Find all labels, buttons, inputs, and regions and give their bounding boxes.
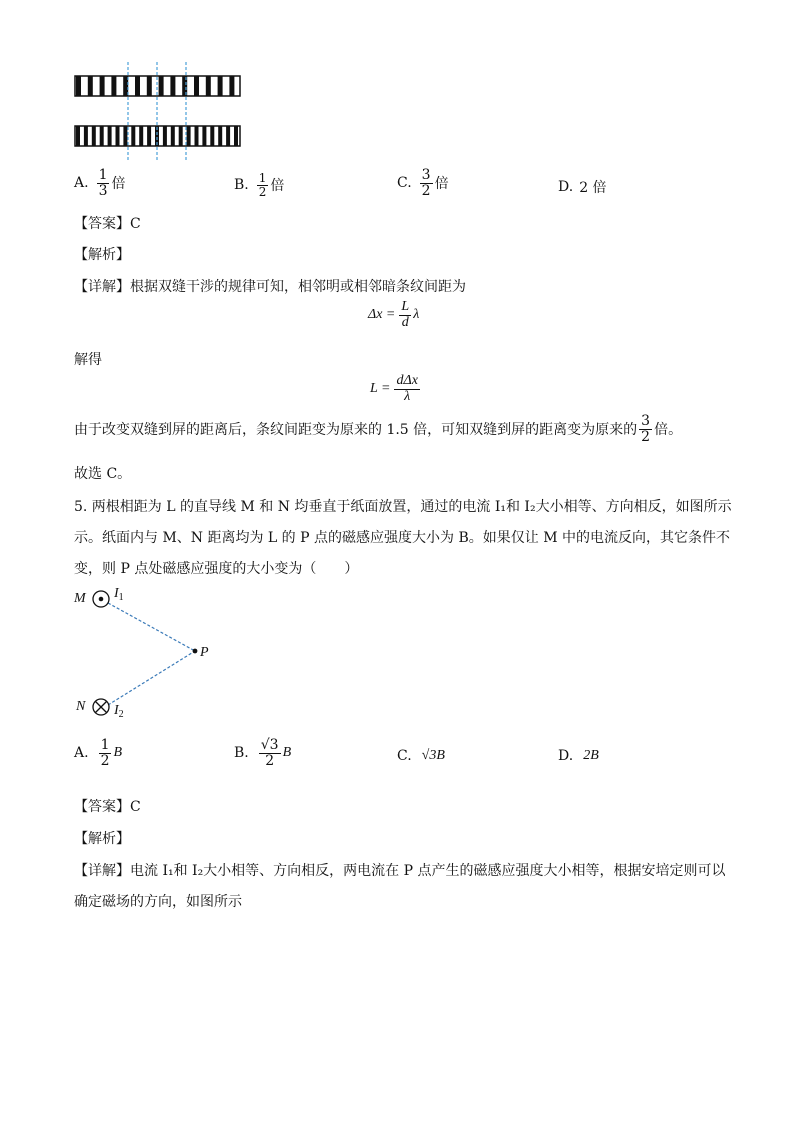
dark-fringe [131, 126, 135, 146]
dashed-line-n-p [108, 651, 195, 705]
dark-fringe [179, 126, 183, 146]
option-var: B [113, 745, 123, 761]
q4-detail [74, 276, 466, 296]
option-fraction: $\frac{1}{3}$ [98, 167, 108, 199]
point-p-marker [193, 649, 198, 654]
dark-fringe [76, 126, 80, 146]
eq1-lhs: Δx = [368, 307, 396, 323]
q5-option-a[interactable] [74, 738, 122, 768]
option-var: B [282, 745, 292, 761]
option-fraction: $\frac{1}{2}$ [100, 737, 110, 769]
detail-label: 【详解】 [74, 863, 130, 879]
label-p: P [200, 645, 209, 660]
q5-stem-line2: 示。纸面内与 M、N 距离均为 L 的 P 点的磁感应强度大小为 B。如果仅让 M 中的电流反向，其它条件不 [74, 530, 730, 546]
dark-fringe [187, 126, 191, 146]
option-text: 2 倍 [579, 180, 607, 196]
conclusion-post: 倍。 [654, 422, 683, 439]
q5-stem-line3: 变，则 P 点处磁感应强度的大小变为（ ） [74, 561, 359, 577]
dark-fringe [218, 126, 222, 146]
option-letter: A. [74, 745, 89, 762]
option-letter: C. [397, 748, 412, 764]
solve-text: 解得 [74, 352, 102, 368]
eq1-fraction: $\frac{L}{d}$ [401, 299, 410, 330]
dark-fringe [163, 126, 167, 146]
detail-text: 电流 I₁和 I₂大小相等、方向相反，两电流在 P 点产生的磁感应强度大小相等，根据安培定则可以 [130, 863, 726, 879]
q4-choose: 故选 C。 [74, 466, 132, 482]
dark-fringe [108, 126, 112, 146]
dark-fringe [111, 76, 116, 96]
answer-label: 【答案】 [74, 216, 130, 232]
option-fraction: $\frac{3}{2}$ [421, 167, 431, 199]
dark-fringe [135, 76, 140, 96]
eq2-lhs: L = [370, 381, 391, 397]
detail-label: 【详解】 [74, 279, 130, 295]
option-text: 2B [583, 748, 599, 763]
label-n: N [76, 699, 86, 714]
q5-detail-line2: 确定磁场的方向，如图所示 [74, 894, 242, 910]
q4-answer [74, 213, 141, 233]
q4-option-a[interactable] [74, 168, 125, 198]
option-suffix: 倍 [434, 176, 449, 193]
conclusion-fraction: $\frac{3}{2}$ [641, 413, 651, 445]
dashed-line-m-p [108, 603, 195, 651]
dark-fringe [229, 76, 234, 96]
option-suffix: 倍 [111, 176, 126, 193]
option-letter: B. [234, 745, 249, 762]
dark-fringe [100, 76, 105, 96]
dark-fringe [123, 126, 127, 146]
q5-detail-line1 [74, 860, 726, 880]
conclusion-pre: 由于改变双缝到屏的距离后，条纹间距变为原来的 1.5 倍，可知双缝到屏的距离变为原来的 [74, 422, 638, 439]
dark-fringe [92, 126, 96, 146]
dark-fringe [116, 126, 120, 146]
dark-fringe [210, 126, 214, 146]
option-fraction: $\frac{1}{2}$ [258, 171, 267, 199]
q5-option-c[interactable] [397, 748, 445, 764]
dark-fringe [171, 126, 175, 146]
dark-fringe [139, 126, 143, 146]
q4-option-d[interactable] [558, 177, 607, 197]
eq2-fraction: $\frac{\text{dΔx}}{\lambda}$ [396, 373, 418, 404]
label-m: M [74, 591, 86, 606]
label-i2: $I_2$ [114, 703, 124, 720]
answer-value: C [130, 799, 141, 815]
current-into-page-icon [93, 699, 109, 715]
dark-fringe [147, 76, 152, 96]
q4-option-b[interactable] [234, 172, 284, 198]
q5-stem-line1: 5. 两根相距为 L 的直导线 M 和 N 均垂直于纸面放置，通过的电流 I₁和 I₂大小相等、方向相反，如图所示 [74, 499, 732, 515]
q4-analysis-label: 【解析】 [74, 247, 130, 263]
option-fraction: $\frac{√3}{2}$ [260, 737, 279, 769]
dark-fringe [76, 76, 81, 96]
detail-text: 根据双缝干涉的规律可知，相邻明或相邻暗条纹间距为 [130, 279, 466, 295]
option-letter: A. [74, 175, 89, 192]
equation-fringe-spacing [368, 300, 419, 330]
dark-fringe [226, 126, 230, 146]
fringe-figure [70, 62, 250, 164]
dark-fringe [206, 76, 211, 96]
q5-option-d[interactable] [558, 748, 599, 764]
dark-fringe [147, 126, 151, 146]
eq1-tail: λ [413, 307, 420, 323]
option-text: √3B [421, 748, 445, 763]
q5-answer [74, 796, 141, 816]
q4-conclusion [74, 414, 682, 444]
option-letter: D. [558, 179, 574, 195]
dark-fringe [218, 76, 223, 96]
dark-fringe [195, 126, 199, 146]
dark-fringe [170, 76, 175, 96]
equation-screen-distance [370, 374, 422, 404]
dark-fringe [100, 126, 104, 146]
dark-fringe [194, 76, 199, 96]
option-letter: C. [397, 175, 412, 192]
current-out-of-page-icon [93, 591, 109, 607]
answer-label: 【答案】 [74, 799, 130, 815]
option-suffix: 倍 [270, 178, 285, 195]
dark-fringe [234, 126, 238, 146]
dark-fringe [84, 126, 88, 146]
answer-value: C [130, 216, 141, 232]
label-i1: $I_1$ [114, 586, 124, 603]
q5-analysis-label: 【解析】 [74, 831, 130, 847]
q5-option-b[interactable] [234, 738, 291, 768]
q4-option-c[interactable] [397, 168, 449, 198]
option-letter: B. [234, 177, 249, 194]
dark-fringe [202, 126, 206, 146]
option-letter: D. [558, 748, 574, 764]
dark-fringe [159, 76, 164, 96]
dark-fringe [88, 76, 93, 96]
